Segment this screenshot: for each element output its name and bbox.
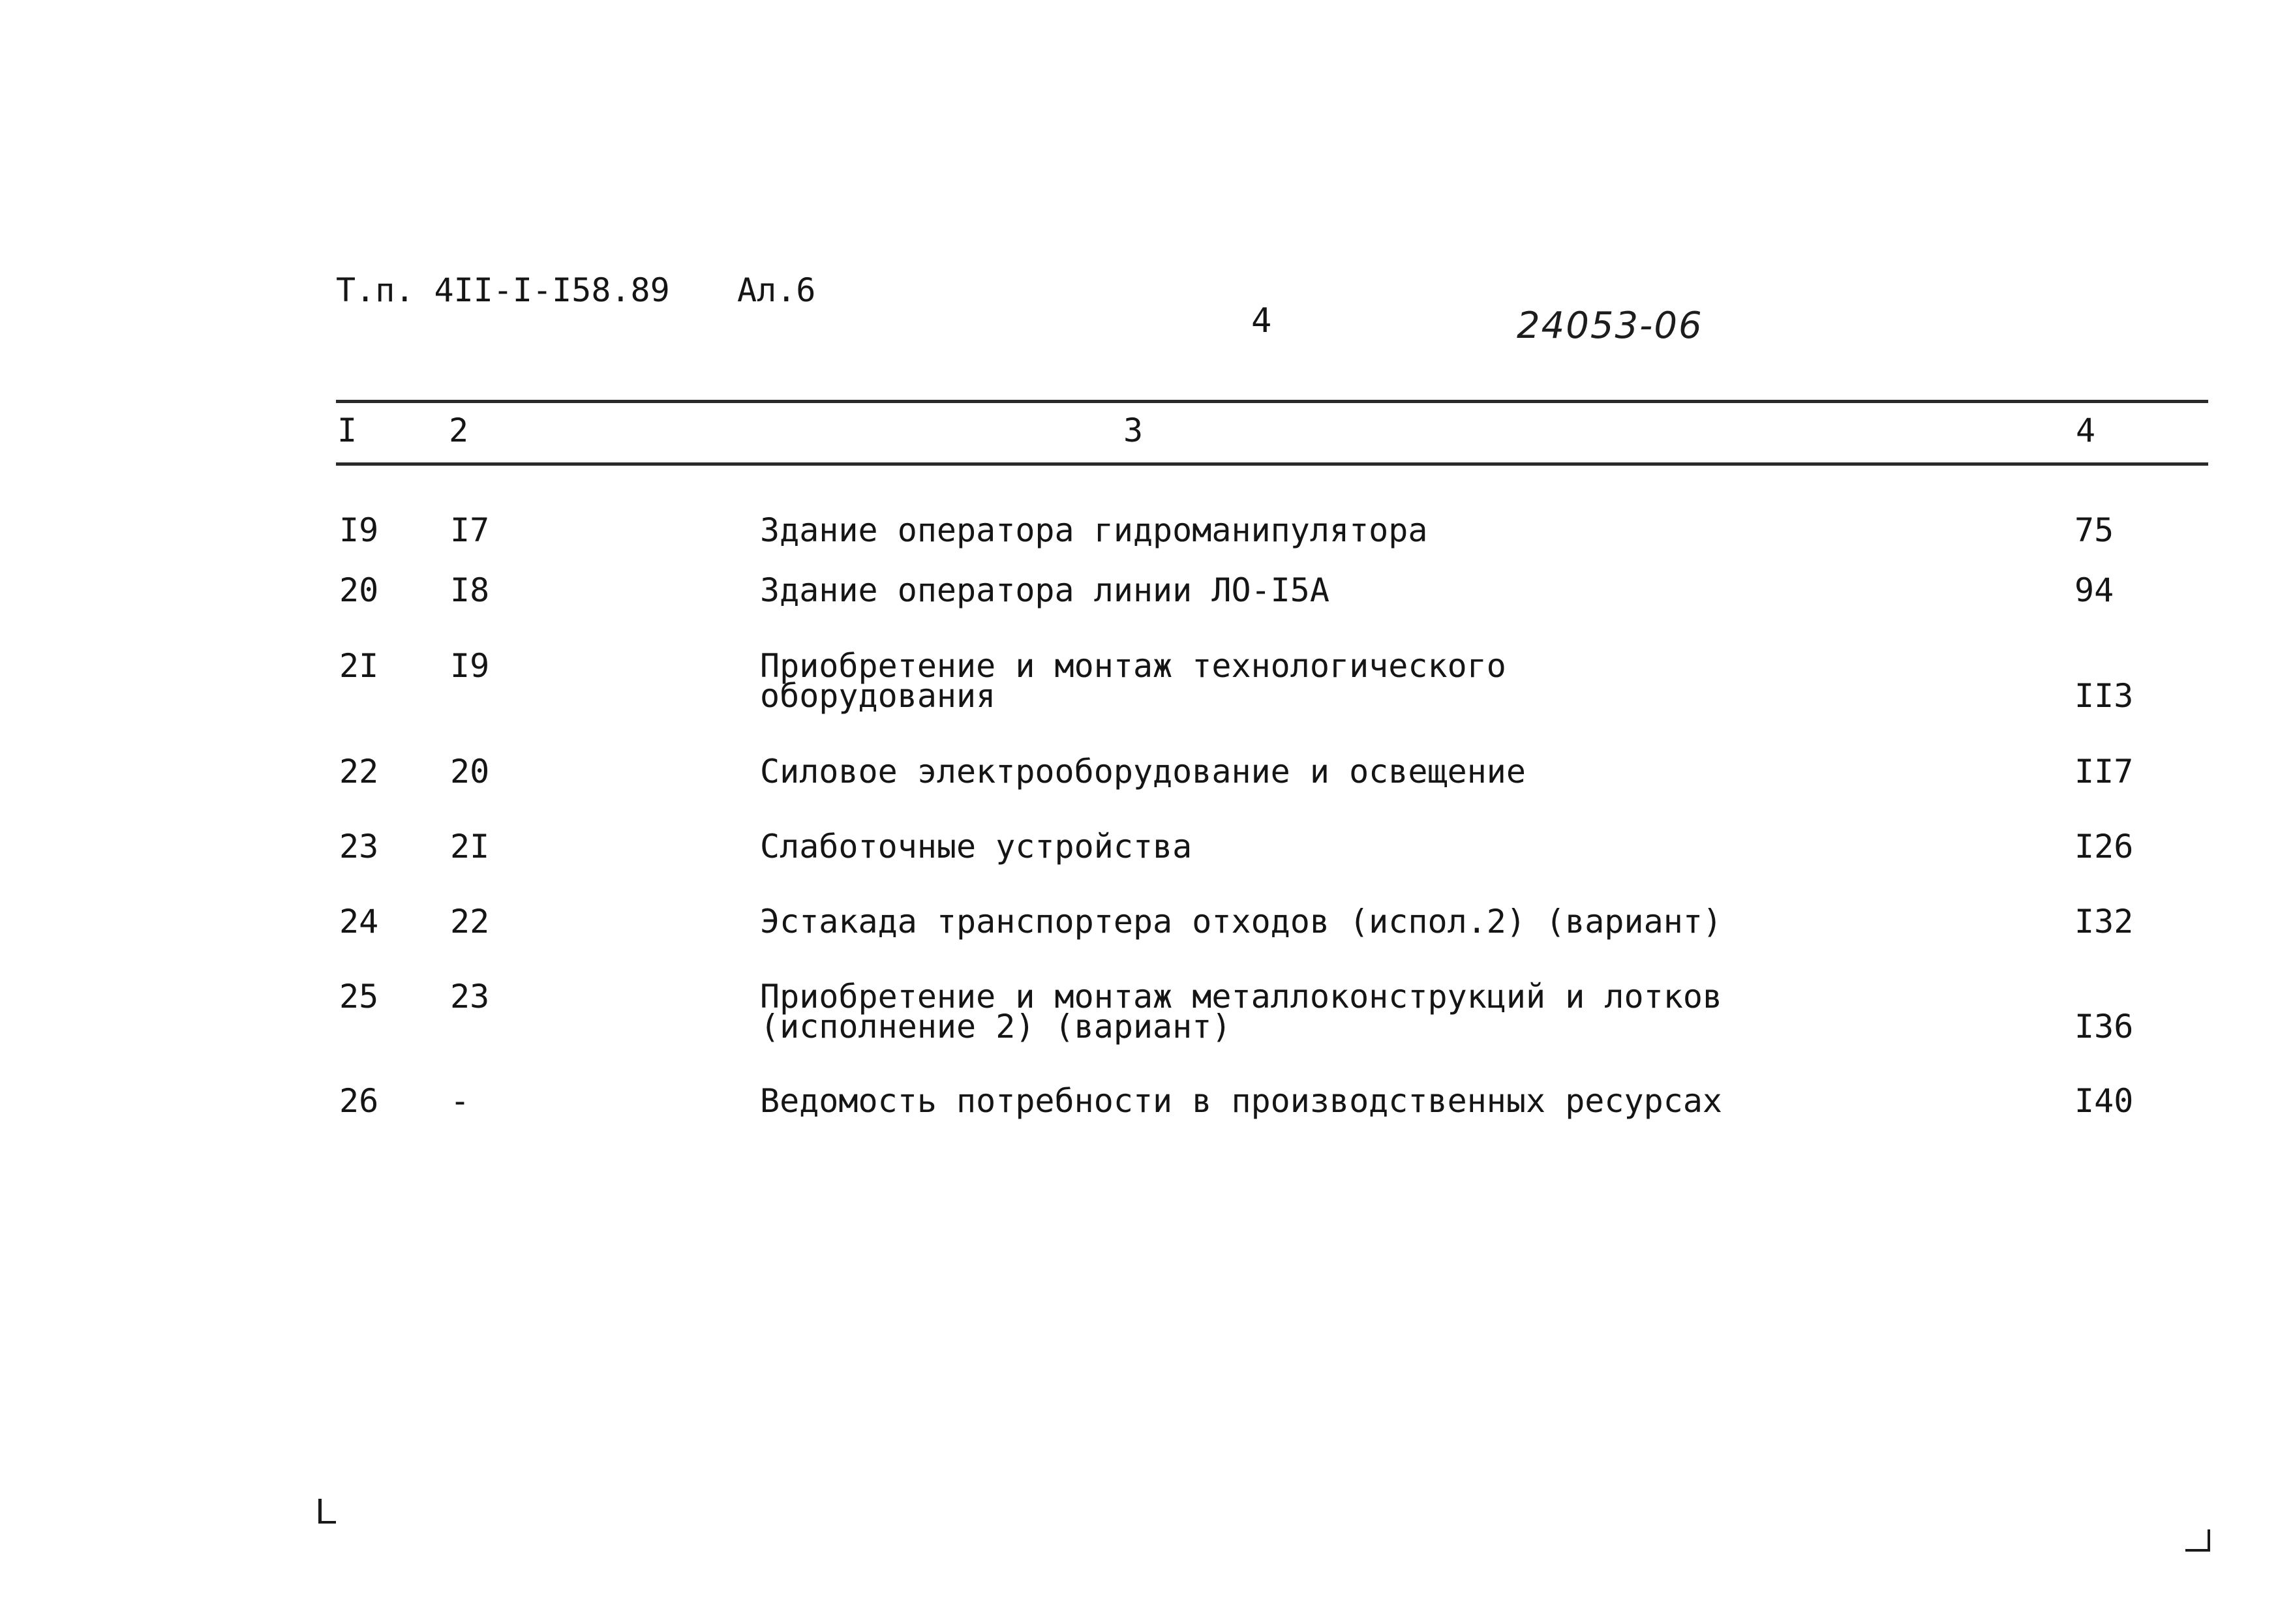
column-header-2: 2: [449, 412, 469, 449]
section-number: 2I: [450, 828, 490, 865]
section-number: I9: [450, 647, 490, 685]
row-number: 23: [339, 828, 379, 865]
section-number: 22: [450, 903, 490, 940]
page-ref: II3: [2074, 677, 2134, 715]
page-number: 4: [1251, 301, 1272, 340]
section-number: I7: [450, 511, 490, 549]
column-header-1: I: [337, 412, 357, 449]
section-title: Приобретение и монтаж металлоконструкций и лотков (исполнение 2) (вариант): [760, 978, 1723, 1045]
page-ref: I36: [2074, 1008, 2134, 1045]
inventory-number: 24053-06: [1517, 305, 1703, 347]
page-ref: I40: [2074, 1082, 2134, 1120]
section-title: Эстакада транспортера отходов (испол.2) (вариант): [760, 903, 1723, 940]
table-top-rule: [336, 400, 2208, 403]
section-title: Ведомость потребности в производственных ресурсах: [760, 1082, 1723, 1120]
page-ref: II7: [2074, 753, 2134, 790]
row-number: 20: [339, 571, 379, 609]
table-header-rule: [336, 462, 2208, 466]
page-ref: 94: [2074, 571, 2114, 609]
section-title: Приобретение и монтаж технологического оборудования: [760, 647, 1506, 715]
row-number: I9: [339, 511, 379, 549]
section-number: I8: [450, 571, 490, 609]
row-number: 26: [339, 1082, 379, 1120]
column-header-4: 4: [2076, 412, 2096, 449]
section-number: 23: [450, 978, 490, 1015]
album-sheet: Ал.6: [737, 271, 816, 309]
document-code: Т.п. 4II-I-I58.89: [336, 271, 670, 309]
corner-mark-right: [2185, 1529, 2210, 1552]
row-number: 25: [339, 978, 379, 1015]
page-ref: I32: [2074, 903, 2134, 940]
section-title: Здание оператора гидроманипулятора: [760, 511, 1428, 549]
page-ref: I26: [2074, 828, 2134, 865]
column-header-3: 3: [1123, 412, 1144, 449]
row-number: 22: [339, 753, 379, 790]
section-number: -: [450, 1082, 470, 1120]
corner-mark-left: [318, 1499, 336, 1524]
row-number: 2I: [339, 647, 379, 685]
section-title: Силовое электрооборудование и освещение: [760, 753, 1526, 790]
section-title: Слаботочные устройства: [760, 828, 1192, 865]
section-title: Здание оператора линии ЛО-I5А: [760, 571, 1329, 609]
section-number: 20: [450, 753, 490, 790]
page-ref: 75: [2074, 511, 2114, 549]
row-number: 24: [339, 903, 379, 940]
